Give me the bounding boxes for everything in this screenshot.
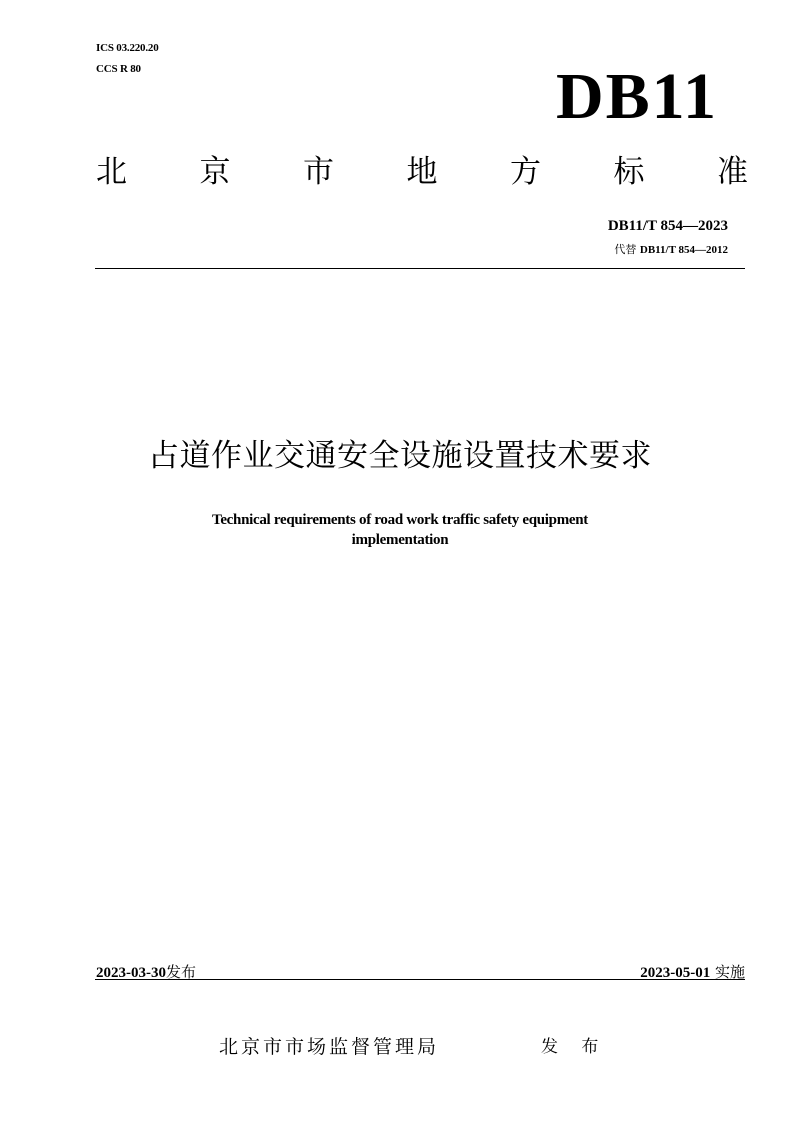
english-title-line: Technical requirements of road work traffic safety equipment bbox=[212, 512, 588, 528]
replaces-label: 代替 bbox=[614, 243, 637, 256]
replaces-number: DB11/T 854—2012 bbox=[639, 244, 728, 256]
replaces-line bbox=[614, 241, 728, 257]
effective-date: 2023-05-01 bbox=[640, 965, 711, 981]
standard-type-title bbox=[96, 154, 748, 190]
footer-divider bbox=[95, 979, 745, 980]
standard-type-char: 北 bbox=[96, 154, 127, 190]
ics-code: ICS 03.220.20 bbox=[96, 42, 159, 54]
header-divider bbox=[95, 268, 745, 269]
issue-label: 发布 bbox=[166, 963, 197, 981]
standard-number: DB11/T 854—2023 bbox=[607, 218, 728, 234]
standard-code: DB11 bbox=[555, 60, 718, 133]
publish-label: 发 布 bbox=[541, 1037, 608, 1057]
standard-type-char: 京 bbox=[199, 154, 231, 190]
standard-type-char: 市 bbox=[303, 154, 334, 190]
standard-type-char: 准 bbox=[717, 154, 748, 190]
issue-date: 2023-03-30 bbox=[96, 965, 166, 981]
document-title-english bbox=[90, 510, 710, 551]
standard-type-char: 标 bbox=[613, 154, 645, 190]
ccs-code: CCS R 80 bbox=[96, 63, 141, 75]
standard-type-char: 方 bbox=[510, 154, 541, 190]
document-title-chinese: 占道作业交通安全设施设置技术要求 bbox=[148, 438, 652, 474]
standard-type-char: 地 bbox=[406, 154, 438, 190]
publisher-name: 北京市市场监督管理局 bbox=[219, 1036, 440, 1058]
effective-label: 实施 bbox=[714, 963, 745, 981]
english-title-line: implementation bbox=[351, 532, 449, 549]
